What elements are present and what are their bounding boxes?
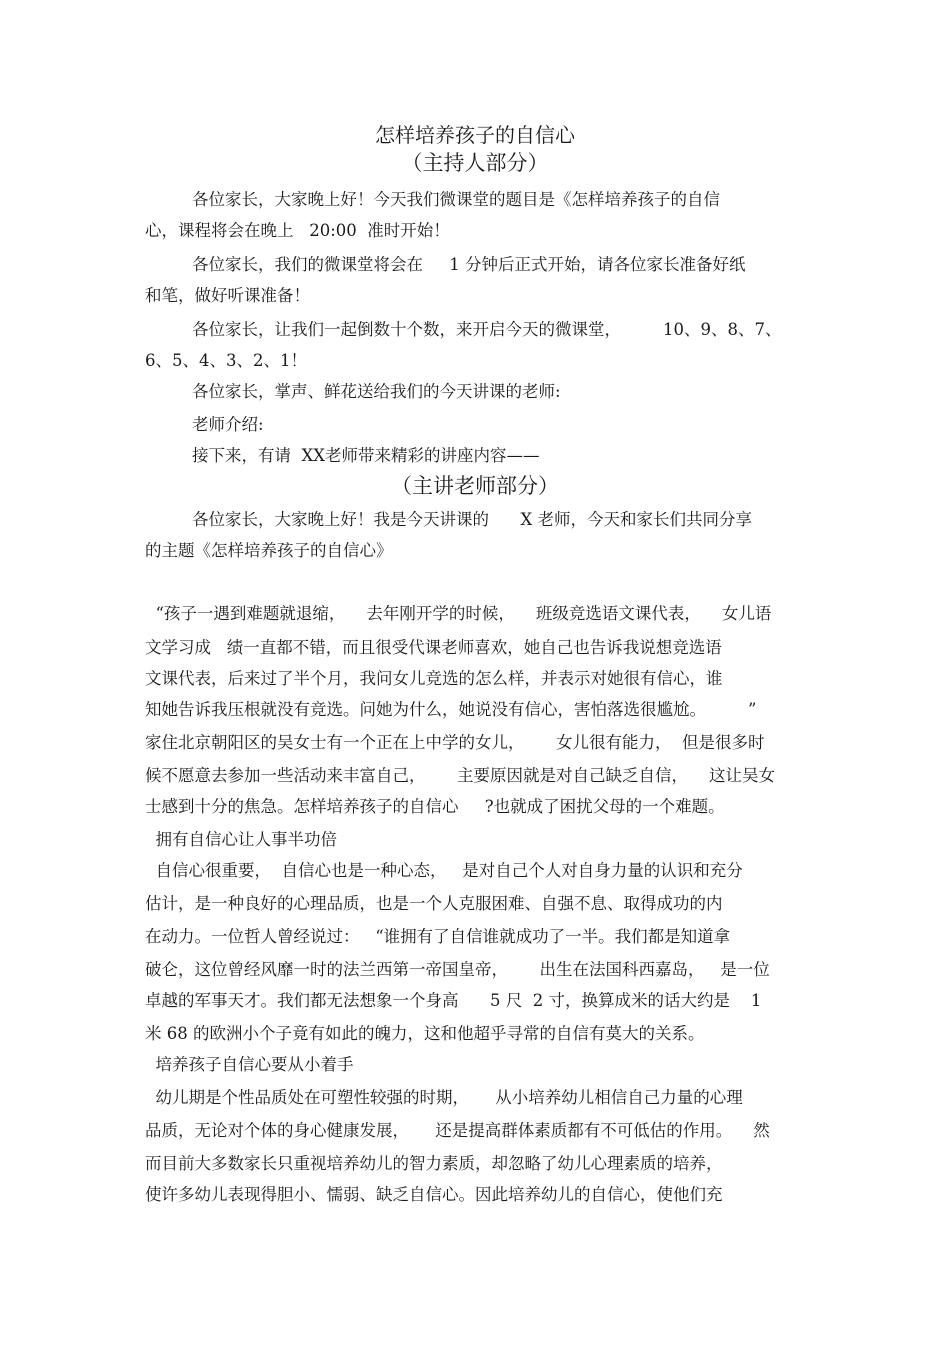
body-line: 使许多幼儿表现得胆小、懦弱、缺乏自信心。因此培养幼儿的自信心，使他们充 bbox=[145, 1185, 723, 1204]
body-line: 候不愿意去参加一些活动来丰富自己， 主要原因就是对自己缺乏自信， 这让吴女 bbox=[145, 766, 775, 785]
teacher-line: 各位家长，大家晚上好！我是今天讲课的 X 老师，今天和家长们共同分享 bbox=[192, 510, 752, 529]
host-line: 接下来，有请 XX老师带来精彩的讲座内容—— bbox=[192, 446, 540, 465]
body-line: 文学习成 绩一直都不错，而且很受代课老师喜欢，她自己也告诉我说想竞选语 bbox=[145, 638, 722, 657]
host-line: 各位家长，我们的微课堂将会在 1 分钟后正式开始，请各位家长准备好纸 bbox=[192, 255, 746, 274]
host-section-heading: （主持人部分） bbox=[401, 151, 549, 175]
section-subheading: 拥有自信心让人事半功倍 bbox=[145, 830, 337, 849]
body-line: 而目前大多数家长只重视培养幼儿的智力素质，却忽略了幼儿心理素质的培养， bbox=[145, 1154, 723, 1173]
teacher-line: 的主题《怎样培养孩子的自信心》 bbox=[145, 541, 393, 560]
body-line: 品质，无论对个体的身心健康发展， 还是提高群体素质都有不可低估的作用。 然 bbox=[145, 1121, 770, 1140]
host-line: 6、5、4、3、2、1！ bbox=[145, 351, 307, 370]
host-line: 各位家长，让我们一起倒数十个数，来开启今天的微课堂， 10、9、8、7、 bbox=[192, 320, 782, 339]
body-line: “孩子一遇到难题就退缩， 去年刚开学的时候， 班级竞选语文课代表， 女儿语 bbox=[145, 604, 772, 623]
host-line: 老师介绍: bbox=[192, 415, 264, 434]
body-line: 文课代表，后来过了半个月，我问女儿竞选的怎么样，并表示对她很有信心，谁 bbox=[145, 669, 723, 688]
body-line: 士感到十分的焦急。怎样培养孩子的自信心 ?也就成了困扰父母的一个难题。 bbox=[145, 797, 725, 816]
host-line: 各位家长，大家晚上好！今天我们微课堂的题目是《怎样培养孩子的自信 bbox=[192, 190, 720, 209]
body-line: 自信心很重要， 自信心也是一种心态， 是对自己个人对自身力量的认识和充分 bbox=[145, 861, 743, 880]
host-line: 心，课程将会在晚上 20:00 准时开始！ bbox=[145, 221, 450, 240]
host-line: 各位家长，掌声、鲜花送给我们的今天讲课的老师: bbox=[192, 382, 561, 401]
host-line: 和笔，做好听课准备！ bbox=[145, 286, 310, 305]
document-title: 怎样培养孩子的自信心 bbox=[375, 123, 575, 147]
body-line: 米 68 的欧洲小个子竟有如此的魄力，这和他超乎寻常的自信有莫大的关系。 bbox=[145, 1024, 705, 1043]
body-line: 幼儿期是个性品质处在可塑性较强的时期， 从小培养幼儿相信自己力量的心理 bbox=[145, 1088, 743, 1107]
body-line: 估计，是一种良好的心理品质，也是一个人克服困难、自强不息、取得成功的内 bbox=[145, 894, 723, 913]
body-line: 卓越的军事天才。我们都无法想象一个身高 5 尺 2 寸，换算成米的话大约是 1 bbox=[145, 991, 762, 1010]
body-line: 知她告诉我压根就没有竞选。问她为什么，她说没有信心，害怕落选很尴尬。 ” bbox=[145, 700, 757, 719]
body-line: 破仑，这位曾经风靡一时的法兰西第一帝国皇帝， 出生在法国科西嘉岛， 是一位 bbox=[145, 960, 770, 979]
body-line: 在动力。一位哲人曾经说过： “谁拥有了自信谁就成功了一半。我们都是知道拿 bbox=[145, 927, 731, 946]
body-line: 家住北京朝阳区的吴女士有一个正在上中学的女儿， 女儿很有能力， 但是很多时 bbox=[145, 733, 765, 752]
section-subheading: 培养孩子自信心要从小着手 bbox=[145, 1055, 354, 1074]
teacher-section-heading: （主讲老师部分） bbox=[391, 474, 559, 498]
